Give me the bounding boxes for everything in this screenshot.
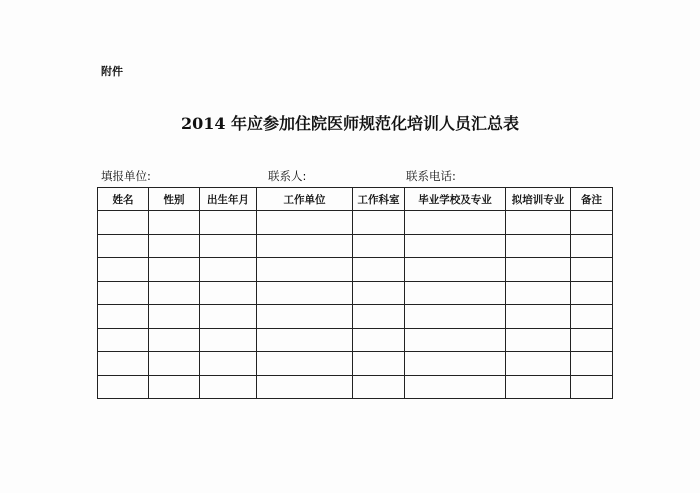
table-cell — [405, 305, 506, 329]
table-cell — [353, 375, 405, 399]
table-row — [98, 258, 613, 282]
table-cell — [257, 281, 353, 305]
table-cell — [149, 258, 200, 282]
table-cell — [257, 305, 353, 329]
header-school-major: 毕业学校及专业 — [405, 188, 506, 211]
table-row — [98, 211, 613, 235]
table-cell — [353, 305, 405, 329]
table-cell — [405, 258, 506, 282]
table-cell — [200, 258, 257, 282]
table-cell — [405, 352, 506, 376]
table-cell — [257, 211, 353, 235]
table-cell — [506, 211, 571, 235]
table-cell — [506, 328, 571, 352]
table-cell — [353, 328, 405, 352]
table-cell — [200, 234, 257, 258]
table-cell — [200, 211, 257, 235]
table-cell — [200, 305, 257, 329]
table-cell — [257, 258, 353, 282]
table-row — [98, 375, 613, 399]
table-row — [98, 328, 613, 352]
table-cell — [405, 375, 506, 399]
header-department: 工作科室 — [353, 188, 405, 211]
table-cell — [98, 281, 149, 305]
document-title: 2014 年应参加住院医师规范化培训人员汇总表 — [180, 114, 520, 133]
table-cell — [257, 375, 353, 399]
table-row — [98, 281, 613, 305]
table-cell — [353, 281, 405, 305]
table-body — [98, 211, 613, 399]
table-cell — [405, 211, 506, 235]
header-remarks: 备注 — [571, 188, 613, 211]
table-cell — [353, 234, 405, 258]
table-cell — [405, 328, 506, 352]
table-cell — [353, 258, 405, 282]
header-work-unit: 工作单位 — [257, 188, 353, 211]
table-cell — [149, 234, 200, 258]
table-cell — [571, 211, 613, 235]
table-cell — [353, 211, 405, 235]
table-cell — [571, 258, 613, 282]
table-cell — [506, 281, 571, 305]
table-cell — [200, 281, 257, 305]
table-cell — [571, 305, 613, 329]
header-training-specialty: 拟培训专业 — [506, 188, 571, 211]
table-cell — [257, 234, 353, 258]
attachment-label: 附件 — [101, 65, 123, 78]
table-cell — [149, 305, 200, 329]
table-header-row — [98, 188, 613, 211]
table-cell — [98, 234, 149, 258]
table-cell — [571, 375, 613, 399]
reporting-unit-label: 填报单位: — [101, 169, 151, 183]
table-cell — [98, 211, 149, 235]
table-cell — [353, 352, 405, 376]
table-cell — [200, 328, 257, 352]
table-cell — [98, 258, 149, 282]
table-cell — [98, 352, 149, 376]
header-birth-date: 出生年月 — [200, 188, 257, 211]
table-row — [98, 352, 613, 376]
table-cell — [571, 234, 613, 258]
contact-person-label: 联系人: — [268, 169, 307, 183]
contact-phone-label: 联系电话: — [406, 169, 456, 183]
table-cell — [405, 234, 506, 258]
header-name: 姓名 — [98, 188, 149, 211]
table-cell — [149, 211, 200, 235]
table-row — [98, 305, 613, 329]
trainee-summary-table — [97, 187, 613, 399]
header-gender: 性别 — [149, 188, 200, 211]
table-cell — [149, 328, 200, 352]
table-cell — [571, 281, 613, 305]
table-cell — [405, 281, 506, 305]
table-cell — [200, 375, 257, 399]
table-row — [98, 234, 613, 258]
table-cell — [149, 281, 200, 305]
table-cell — [98, 375, 149, 399]
table-cell — [571, 328, 613, 352]
table-cell — [257, 328, 353, 352]
table-cell — [257, 352, 353, 376]
table-cell — [149, 352, 200, 376]
table-cell — [506, 258, 571, 282]
table-cell — [506, 375, 571, 399]
table-cell — [506, 234, 571, 258]
table-cell — [98, 305, 149, 329]
table-cell — [571, 352, 613, 376]
table-cell — [98, 328, 149, 352]
table-cell — [506, 352, 571, 376]
table-cell — [200, 352, 257, 376]
table-cell — [506, 305, 571, 329]
table-cell — [149, 375, 200, 399]
